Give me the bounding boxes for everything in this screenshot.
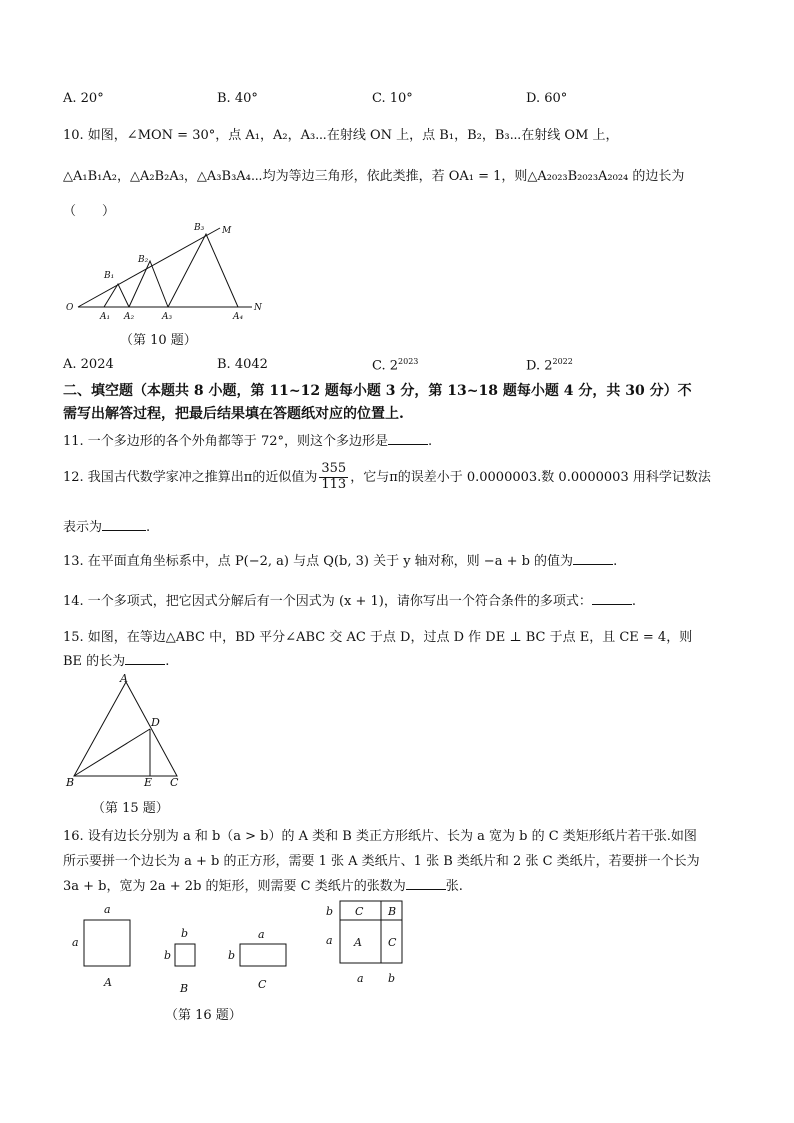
label-o: O — [66, 303, 74, 313]
label-A-mid: A — [354, 936, 362, 949]
q9-option-d: D. 60° — [526, 91, 568, 106]
label-a3: A₃ — [162, 312, 173, 322]
label-d: D — [151, 716, 160, 729]
label-A: A — [104, 976, 112, 989]
triangle-1 — [104, 284, 129, 307]
triangle-abc — [74, 682, 177, 776]
q9-option-b: B. 40° — [217, 91, 258, 106]
label-a1: A₁ — [100, 312, 111, 322]
q10-option-d: D. $2^{2022}$ — [526, 357, 573, 374]
q10-option-b: B. 4042 — [217, 357, 268, 372]
rect-c — [240, 944, 286, 966]
q14: 14. 一个多项式，把它因式分解后有一个因式为 (x + 1)，请你写出一个符合条件的多项式： . — [63, 594, 636, 609]
label-b-c: b — [228, 949, 236, 962]
q16-caption: （第 16 题） — [165, 1008, 242, 1023]
label-b: B — [66, 776, 75, 789]
triangle-3 — [168, 234, 238, 307]
label-n: N — [254, 303, 262, 313]
q10-option-c-exp: 2023 — [398, 357, 419, 366]
square-b — [175, 944, 195, 966]
q10-option-d-exp: 2022 — [552, 357, 573, 366]
q11: 11. 一个多边形的各个外角都等于 72°，则这个多边形是 . — [63, 434, 433, 449]
q10-line3: （ ） — [63, 204, 116, 219]
label-B: B — [180, 982, 189, 995]
label-b-bot: b — [388, 972, 396, 985]
q10-option-c: C. $2^{2023}$ — [372, 357, 419, 374]
q10-line2: △A₁B₁A₂，△A₂B₂A₃，△A₃B₃A₄⋯均为等边三角形，依此类推，若 OA₁ = 1，则△A₂₀₂₃B₂₀₂₃A₂₀₂₄ 的边长为 — [63, 169, 685, 184]
q10-line1: 10. 如图，∠MON = 30°，点 A₁，A₂，A₃⋯在射线 ON 上，点 B₁，B₂，B₃⋯在射线 OM 上， — [63, 128, 619, 143]
label-m: M — [222, 226, 232, 236]
q16-line1: 16. 设有边长分别为 a 和 b（a > b）的 A 类和 B 类正方形纸片、长为 a 宽为 b 的 C 类矩形纸片若干张.如图 — [63, 829, 697, 844]
label-c: C — [170, 776, 179, 789]
label-C-top: C — [355, 905, 364, 918]
label-b-top: b — [181, 927, 189, 940]
q16-figure — [62, 898, 422, 1003]
label-a: A — [120, 672, 128, 685]
section2-heading-line2: 需写出解答过程，把最后结果填在答题纸对应的位置上. — [63, 406, 404, 422]
label-b3: B₃ — [194, 223, 205, 233]
square-a — [84, 920, 130, 966]
label-B-top: B — [388, 905, 397, 918]
q12-line1: 12. 我国古代数学家冲之推算出π的近似值为 $\frac{355}{113}$ ，它与π的误差小于 0.0000003.数 0.0000003 用科学记数法 — [63, 461, 711, 492]
q13: 13. 在平面直角坐标系中，点 P(−2, a) 与点 Q(b, 3) 关于 y 轴对称，则 −a + b 的值为 . — [63, 554, 618, 569]
q15-line2: BE 的长为 . — [63, 654, 170, 669]
label-e: E — [144, 776, 153, 789]
q16-line2: 所示要拼一个边长为 a + b 的正方形，需要 1 张 A 类纸片、1 张 B 类纸片和 2 张 C 类纸片，若要拼一个长为 — [63, 854, 700, 869]
label-a-c: a — [258, 928, 265, 941]
label-b2: B₂ — [138, 255, 149, 265]
q9-option-a: A. 20° — [63, 91, 104, 106]
label-C-side: C — [388, 936, 397, 949]
q15-figure — [62, 672, 192, 792]
ray-om — [78, 228, 220, 307]
label-a2: A₂ — [124, 312, 135, 322]
q15-caption: （第 15 题） — [92, 801, 169, 816]
q10-figure — [60, 220, 280, 325]
q10-caption: （第 10 题） — [120, 333, 197, 348]
label-a4: A₄ — [233, 312, 244, 322]
q9-option-c: C. 10° — [372, 91, 413, 106]
label-b1: B₁ — [104, 271, 115, 281]
label-C: C — [258, 978, 267, 991]
q12-fraction: $\frac{355}{113}$ — [321, 461, 347, 492]
section2-heading-line1: 二、填空题（本题共 8 小题，第 11~12 题每小题 3 分，第 13~18 题每小题 4 分，共 30 分）不 — [63, 383, 692, 399]
q10-option-a: A. 2024 — [63, 357, 114, 372]
label-b-comp: b — [326, 905, 334, 918]
label-a-bot: a — [357, 972, 364, 985]
label-b-side: b — [164, 949, 172, 962]
label-a-top: a — [104, 903, 111, 916]
q15-line1: 15. 如图，在等边△ABC 中，BD 平分∠ABC 交 AC 于点 D，过点 D 作 DE ⊥ BC 于点 E，且 CE = 4，则 — [63, 630, 693, 645]
label-a-comp: a — [326, 934, 333, 947]
label-a-side: a — [72, 936, 79, 949]
q16-line3: 3a + b，宽为 2a + 2b 的矩形，则需要 C 类纸片的张数为 张. — [63, 879, 463, 894]
segment-bd — [74, 729, 150, 776]
q12-line2: 表示为 . — [63, 520, 151, 535]
